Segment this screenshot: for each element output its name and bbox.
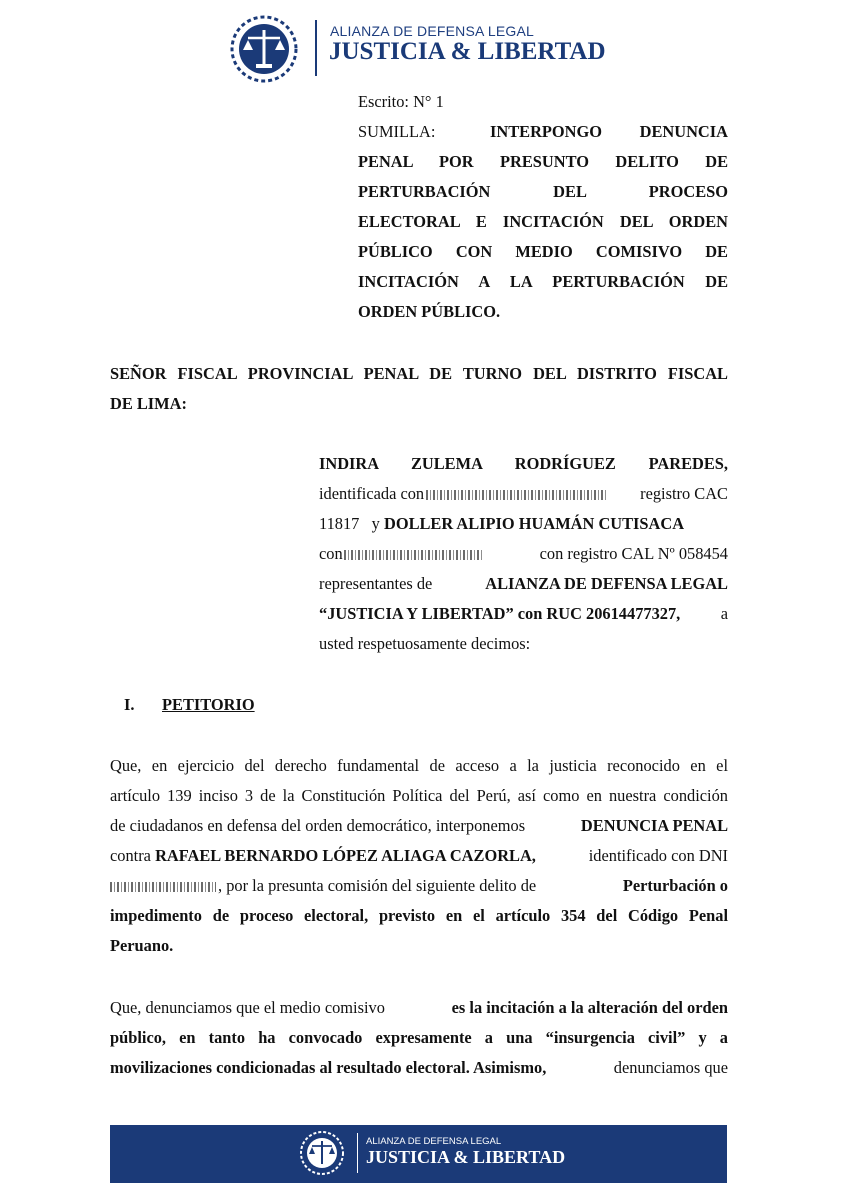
addressee-line-2: DE LIMA: (110, 394, 187, 413)
sumilla-text-2: PENAL POR PRESUNTO DELITO DE (358, 152, 728, 171)
sumilla-text-3: PERTURBACIÓN DEL PROCESO (358, 182, 728, 201)
redacted-dni-3 (110, 882, 216, 892)
accused-name: RAFAEL BERNARDO LÓPEZ ALIAGA CAZORLA, (155, 846, 536, 865)
para2-line-1 (110, 993, 728, 1023)
para2-line-2: público, en tanto ha convocado expresamente a una “insurgencia civil” y a (110, 1028, 728, 1047)
footer-org-name: JUSTICIA & LIBERTAD (366, 1147, 566, 1167)
petitioner-line-6 (319, 599, 728, 629)
para2-line-3 (110, 1053, 728, 1083)
para1-line-5-text: , por la presunta comisión del siguiente delito de (218, 876, 537, 895)
sumilla-text-7: ORDEN PÚBLICO. (358, 302, 501, 321)
registro-cal: con registro CAL Nº 058454 (539, 544, 728, 563)
petitioner-line-4 (319, 539, 728, 569)
denuncia-penal: DENUNCIA PENAL (580, 816, 728, 835)
org-line-tail: a (720, 604, 728, 623)
header-org-subtitle: ALIANZA DE DEFENSA LEGAL (330, 23, 534, 39)
org-name-line-1: ALIANZA DE DEFENSA LEGAL (485, 574, 728, 593)
para1-line-6: impedimento de proceso electoral, previsto en el artículo 354 del Código Penal (110, 906, 728, 925)
petitioner-id-line (319, 479, 728, 509)
para1-line-5 (110, 871, 728, 901)
petitioner-name-2: DOLLER ALIPIO HUAMÁN CUTISACA (383, 514, 685, 533)
footer-scales-icon (296, 1130, 348, 1176)
cac-number: 11817 (319, 514, 360, 533)
con-word: con (319, 544, 343, 563)
para1-line-3 (110, 811, 728, 841)
section-number: I. (124, 695, 135, 714)
header-org-name: JUSTICIA & LIBERTAD (329, 38, 606, 65)
para2-line-3-tail: denunciamos que (613, 1058, 728, 1077)
crime-name-start: Perturbación o (622, 876, 728, 895)
para2-line-1-text: Que, denunciamos que el medio comisivo (110, 998, 385, 1017)
para1-line-1: Que, en ejercicio del derecho fundamental de acceso a la justicia reconocido en el (110, 756, 728, 775)
registro-cac: registro CAC (640, 484, 728, 503)
petitioner-line-5 (319, 569, 728, 599)
sumilla-label: SUMILLA: (358, 122, 436, 141)
sumilla-text-5: PÚBLICO CON MEDIO COMISIVO DE (358, 242, 728, 261)
petitioner-line-3 (319, 509, 684, 539)
addressee-line-1: SEÑOR FISCAL PROVINCIAL PENAL DE TURNO DEL DISTRITO FISCAL (110, 364, 728, 383)
para1-line-4 (110, 841, 728, 871)
petitioner-name-1: INDIRA ZULEMA RODRÍGUEZ PAREDES, (319, 454, 728, 473)
redacted-dni-2 (344, 550, 484, 560)
escrito-number: Escrito: N° 1 (358, 92, 444, 111)
org-name-line-2: “JUSTICIA Y LIBERTAD” con RUC 20614477327, (319, 604, 681, 623)
scales-of-justice-icon (226, 14, 302, 84)
header-divider (315, 20, 317, 76)
section-title: PETITORIO (162, 695, 255, 714)
para1-line-2: artículo 139 inciso 3 de la Constitución Política del Perú, así como en nuestra condición (110, 786, 728, 805)
redacted-dni-1 (426, 490, 606, 500)
id-prefix: identificada con (319, 484, 425, 503)
footer-divider (357, 1133, 358, 1173)
petitioner-closing: usted respetuosamente decimos: (319, 634, 531, 653)
para1-line-7: Peruano. (110, 936, 174, 955)
sumilla-text-6: INCITACIÓN A LA PERTURBACIÓN DE (358, 272, 728, 291)
para2-line-1-bold: es la incitación a la alteración del orden (451, 998, 728, 1017)
conjunction-y: y (371, 514, 380, 533)
footer-org-subtitle: ALIANZA DE DEFENSA LEGAL (366, 1136, 502, 1147)
sumilla-line-1 (358, 117, 728, 147)
representatives-prefix: representantes de (319, 574, 433, 593)
identified-dni: identificado con DNI (588, 846, 728, 865)
sumilla-text-1: INTERPONGO DENUNCIA (490, 122, 728, 141)
para2-line-3-bold: movilizaciones condicionadas al resultado electoral. Asimismo, (110, 1058, 547, 1077)
contra-word: contra (110, 846, 151, 865)
sumilla-text-4: ELECTORAL E INCITACIÓN DEL ORDEN (358, 212, 728, 231)
para1-line-3-text: de ciudadanos en defensa del orden democrático, interponemos (110, 816, 526, 835)
